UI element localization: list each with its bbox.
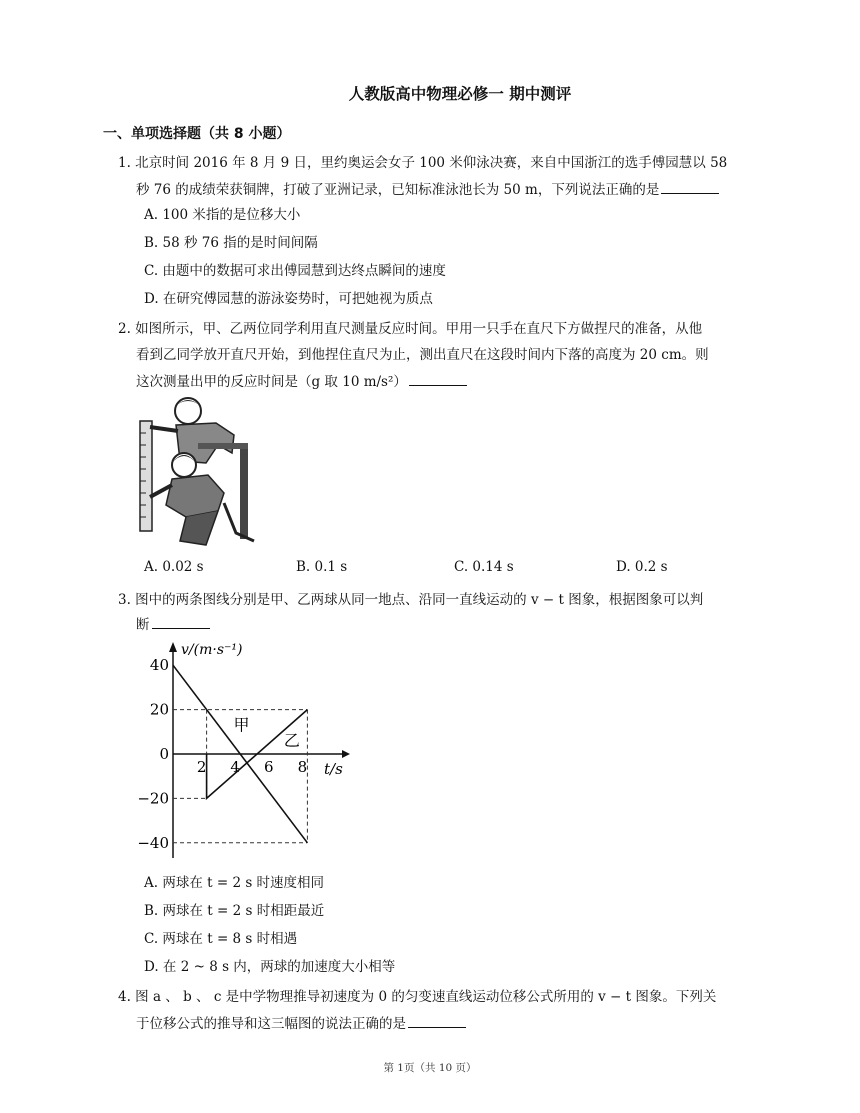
answer-blank[interactable] — [152, 614, 210, 629]
answer-blank[interactable] — [408, 1013, 466, 1028]
answer-blank[interactable] — [661, 179, 719, 194]
q4-line1: 4. 图 a 、 b 、 c 是中学物理推导初速度为 0 的匀变速直线运动位移公式所用的 v − t 图象。下列关 — [118, 989, 717, 1005]
answer-blank[interactable] — [409, 371, 467, 386]
q2-line2: 看到乙同学放开直尺开始，到他捏住直尺为止，测出直尺在这段时间内下落的高度为 20 cm。则 — [136, 347, 709, 363]
y-tick-label: −40 — [137, 833, 169, 852]
q4-line2: 于位移公式的推导和这三幅图的说法正确的是 — [136, 1013, 466, 1034]
series-label-2: 乙 — [283, 731, 300, 751]
q1-option-b: B. 58 秒 76 指的是时间间隔 — [144, 235, 318, 251]
page-footer: 第 1页（共 10 页） — [383, 1062, 477, 1074]
reaction-time-illustration — [136, 393, 256, 548]
section-heading: 一、单项选择题（共 8 小题） — [103, 126, 291, 142]
y-axis-arrow — [169, 642, 177, 652]
q2-option-c: C. 0.14 s — [454, 559, 514, 575]
x-tick-label: 8 — [297, 758, 308, 776]
x-tick-label: 4 — [230, 758, 240, 776]
x-tick-label: 6 — [264, 758, 274, 776]
x-axis-label: t/s — [324, 760, 343, 778]
y-axis-label: v/(m·s⁻¹) — [181, 642, 243, 658]
q3-line1: 3. 图中的两条图线分别是甲、乙两球从同一地点、沿同一直线运动的 v − t 图象，根据图象可以判 — [118, 592, 704, 608]
vt-chart — [136, 638, 356, 860]
y-tick-label: 40 — [149, 656, 169, 675]
q1-line1: 1. 北京时间 2016 年 8 月 9 日，里约奥运会女子 100 米仰泳决赛，来自中国浙江的选手傅园慧以 58 — [118, 155, 728, 171]
q2-option-b: B. 0.1 s — [296, 559, 348, 575]
q3-option-d: D. 在 2 ~ 8 s 内，两球的加速度大小相等 — [144, 959, 396, 975]
q3-option-a: A. 两球在 t = 2 s 时速度相同 — [144, 875, 325, 891]
q3-option-c: C. 两球在 t = 8 s 时相遇 — [144, 931, 298, 947]
q2-option-d: D. 0.2 s — [616, 559, 668, 575]
series-label-1: 甲 — [233, 715, 250, 735]
x-axis-arrow — [342, 750, 350, 758]
q2-line3: 这次测量出甲的反应时间是（g 取 10 m/s²） — [136, 371, 467, 392]
q2-option-a: A. 0.02 s — [144, 559, 204, 575]
y-tick-label: 0 — [159, 745, 169, 763]
q1-option-a: A. 100 米指的是位移大小 — [144, 207, 301, 223]
q1-line2: 秒 76 的成绩荣获铜牌，打破了亚洲记录，已知标准泳池长为 50 m，下列说法正确的是 — [136, 179, 719, 200]
y-tick-label: −20 — [137, 789, 169, 808]
page-title: 人教版高中物理必修一 期中测评 — [348, 85, 572, 103]
y-tick-label: 20 — [149, 700, 169, 719]
q3-option-b: B. 两球在 t = 2 s 时相距最近 — [144, 903, 325, 919]
q1-option-c: C. 由题中的数据可求出傅园慧到达终点瞬间的速度 — [144, 263, 446, 279]
q3-line2: 断 — [136, 614, 210, 635]
q2-line1: 2. 如图所示，甲、乙两位同学利用直尺测量反应时间。甲用一只手在直尺下方做捏尺的准备，从他 — [118, 321, 703, 337]
q1-option-d: D. 在研究傅园慧的游泳姿势时，可把她视为质点 — [144, 291, 433, 307]
x-tick-label: 2 — [196, 758, 207, 776]
